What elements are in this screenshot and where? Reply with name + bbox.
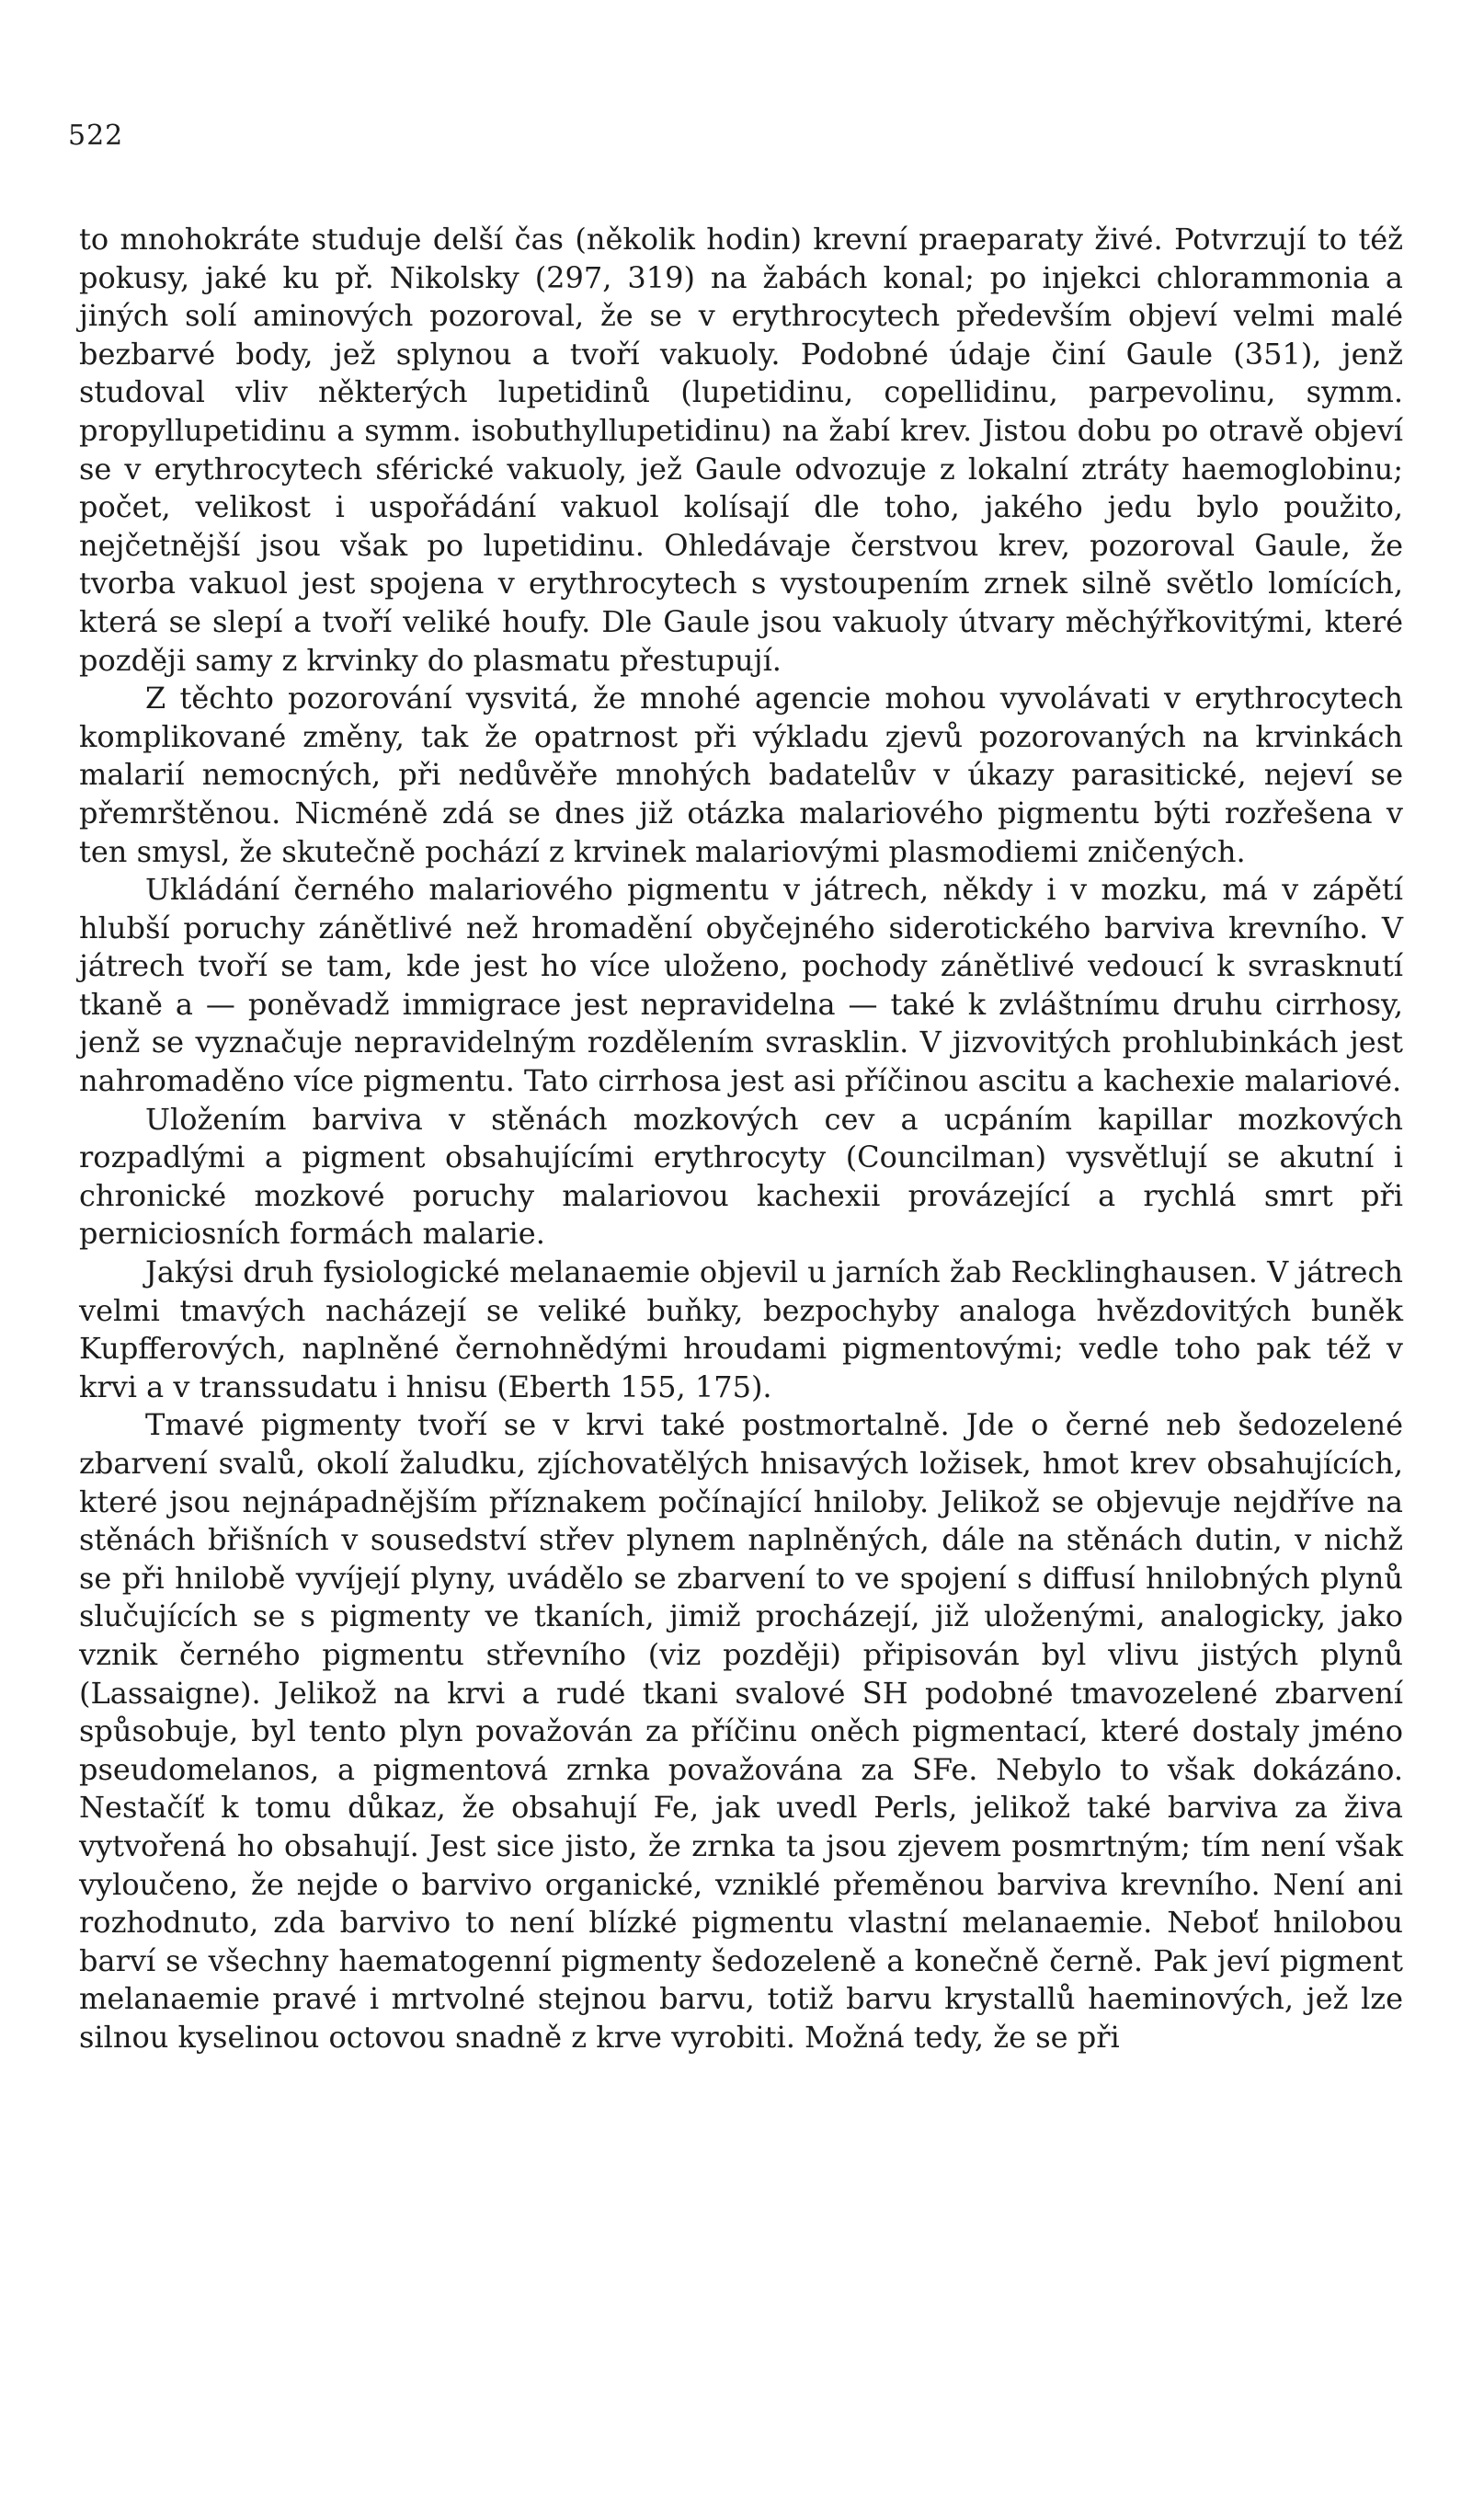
page-number: 522 [68,120,124,152]
paragraph-2: Z těchto pozorování vysvitá, že mnohé agencie mohou vyvolávati v erythrocytech komplikované změny, tak že opatrnost při výkladu zjevů pozorovaných na krvinkách malarií nemocných, při nedůvěře mnohých badatelův v úkazy parasitické, nejeví se přemrštěnou. Nicméně zdá se dnes již otázka malariového pigmentu býti rozřešena v ten smysl, že skutečně pochází z krvinek malariovými plasmodiemi zničených. [79,681,1403,869]
paragraph-1: to mnohokráte studuje delší čas (několik hodin) krevní praeparaty živé. Potvrzují to též pokusy, jaké ku př. Nikolsky (297, 319) na žabách konal; po injekci chlorammonia a jiných solí aminových pozoroval, že se v erythrocytech především objeví velmi malé bezbarvé body, jež splynou a tvoří vakuoly. Podobné údaje činí Gaule (351), jenž studoval vliv některých lupetidinů (lupetidinu, copellidinu, parpevolinu, symm. propyllupetidinu a symm. isobuthyllupetidinu) na žabí krev. Jistou dobu po otravě objeví se v erythrocytech sférické vakuoly, jež Gaule odvozuje z lokalní ztráty haemoglobinu; počet, velikost i uspořádání vakuol kolísají dle toho, jakého jedu bylo použito, nejčetnější jsou však po lupetidinu. Ohledávaje čerstvou krev, pozoroval Gaule, že tvorba vakuol jest spojena v erythrocytech s vystoupením zrnek silně světlo lomících, která se slepí a tvoří veliké houfy. Dle Gaule jsou vakuoly útvary měchýřkovitými, které později samy z krvinky do plasmatu přestupují. [79,222,1403,678]
text-column [79,221,1403,2057]
paragraph-4: Uložením barviva v stěnách mozkových cev a ucpáním kapillar mozkových rozpadlými a pigment obsahujícími erythrocyty (Councilman) vysvětlují se akutní i chronické mozkové poruchy malariovou kachexii provázející a rychlá smrt při perniciosních formách malarie. [79,1101,1403,1252]
paragraph-3: Ukládání černého malariového pigmentu v játrech, někdy i v mozku, má v zápětí hlubší poruchy zánětlivé než hromadění obyčejného siderotického barviva krevního. V játrech tvoří se tam, kde jest ho více uloženo, pochody zánětlivé vedoucí k svrasknutí tkaně a — poněvadž immigrace jest nepravidelna — také k zvláštnímu druhu cirrhosy, jenž se vyznačuje nepravidelným rozdělením svrasklin. V jizvovitých prohlubinkách jest nahromaděno více pigmentu. Tato cirrhosa jest asi příčinou ascitu a kachexie malariové. [79,872,1403,1099]
paragraph-6: Tmavé pigmenty tvoří se v krvi také postmortalně. Jde o černé neb šedozelené zbarvení svalů, okolí žaludku, zjíchovatělých hnisavých ložisek, hmot krev obsahujících, které jsou nejnápadnějším příznakem počínající hniloby. Jelikož se objevuje nejdříve na stěnách břišních v sousedství střev plynem naplněných, dále na stěnách dutin, v nichž se při hnilobě vyvíjejí plyny, uvádělo se zbarvení to ve spojení s diffusí hnilobných plynů slučujících se s pigmenty ve tkaních, jimiž procházejí, již uloženými, analogicky, jako vznik černého pigmentu střevního (viz později) připisován byl vlivu jistých plynů (Lassaigne). Jelikož na krvi a rudé tkani svalové SH podobné tmavozelené zbarvení spůsobuje, byl tento plyn považován za příčinu oněch pigmentací, které dostaly jméno pseudomelanos, a pigmentová zrnka považována za SFe. Nebylo to však dokázáno. Nestačíť k tomu důkaz, že obsahují Fe, jak uvedl Perls, jelikož také barviva za živa vytvořená ho obsahují. Jest sice jisto, že zrnka ta jsou zjevem posmrtným; tím není však vyloučeno, že nejde o barvivo organické, vzniklé přeměnou barviva krevního. Není ani rozhodnuto, zda barvivo to není blízké pigmentu vlastní melanaemie. Neboť hnilobou barví se všechny haematogenní pigmenty šedozeleně a konečně černě. Pak jeví pigment melanaemie pravé i mrtvolné stejnou barvu, totiž barvu krystallů haeminových, jež lze silnou kyselinou octovou snadně z krve vyrobiti. Možná tedy, že se při [79,1407,1403,2055]
paragraph-5: Jakýsi druh fysiologické melanaemie objevil u jarních žab Recklinghausen. V játrech velmi tmavých nacházejí se veliké buňky, bezpochyby analoga hvězdovitých buněk Kupfferových, naplněné černohnědými hroudami pigmentovými; vedle toho pak též v krvi a v transsudatu i hnisu (Eberth 155, 175). [79,1254,1403,1404]
